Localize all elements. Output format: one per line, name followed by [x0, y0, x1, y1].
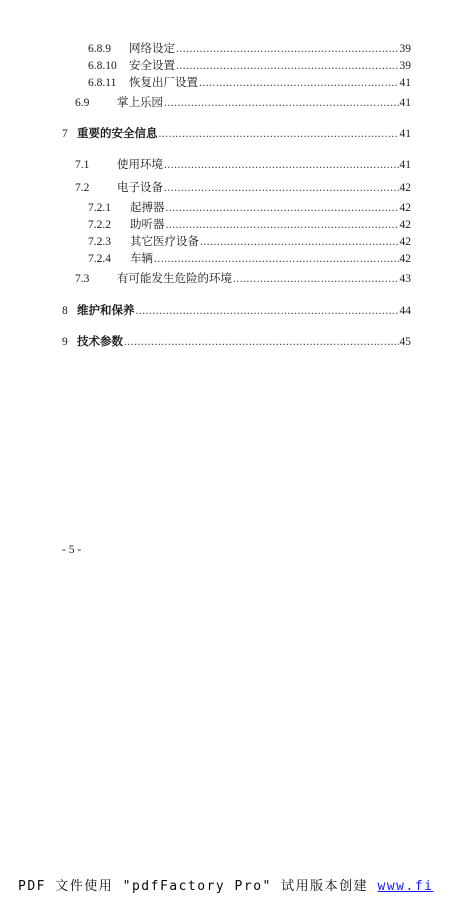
toc-leader-dots [176, 59, 399, 73]
toc-entry-number: 7.2.3 [88, 236, 111, 248]
toc-entry-title: 有可能发生危险的环境 [117, 273, 232, 285]
toc-leader-dots [200, 235, 399, 249]
toc-leader-dots [164, 158, 399, 172]
toc-entry-number: 7.2.2 [88, 219, 111, 231]
toc-entry-page: 41 [399, 97, 411, 109]
toc-leader-dots [159, 127, 399, 141]
toc-leader-dots [124, 335, 399, 349]
toc-leader-dots [164, 96, 399, 110]
toc-entry-page: 45 [399, 336, 411, 348]
toc-entry-number: 7.2.4 [88, 253, 111, 265]
toc-entry-title: 车辆 [130, 253, 153, 265]
toc-entry-page: 42 [399, 219, 411, 231]
toc-entry[interactable] [75, 96, 411, 110]
toc-entry[interactable] [88, 76, 411, 90]
toc-entry[interactable] [62, 335, 411, 349]
toc-leader-dots [199, 76, 399, 90]
toc-entry-page: 43 [399, 273, 411, 285]
toc-entry-number: 9 [62, 336, 68, 348]
toc-entry-title: 助听器 [130, 219, 165, 231]
toc-entry-page: 42 [399, 182, 411, 194]
toc-entry-title: 电子设备 [117, 182, 163, 194]
toc-leader-dots [176, 42, 399, 56]
toc-entry-title: 安全设置 [129, 60, 175, 72]
toc-entry-number: 6.8.9 [88, 43, 111, 55]
toc-entry-page: 41 [399, 159, 411, 171]
toc-entry-page: 42 [399, 253, 411, 265]
toc-entry-title: 维护和保养 [77, 305, 135, 317]
toc-entry-title: 其它医疗设备 [130, 236, 199, 248]
toc-entry-page: 41 [399, 128, 411, 140]
toc-entry-title: 掌上乐园 [117, 97, 163, 109]
toc-entry[interactable] [88, 235, 411, 249]
toc-entry-title: 技术参数 [77, 336, 123, 348]
toc-entry[interactable] [88, 252, 411, 266]
toc-entry-page: 42 [399, 236, 411, 248]
pdf-factory-footer [18, 875, 433, 894]
toc-entry[interactable] [88, 59, 411, 73]
toc-entry-page: 42 [399, 202, 411, 214]
toc-entry-number: 6.9 [75, 97, 90, 109]
toc-entry-number: 6.8.10 [88, 60, 117, 72]
toc-leader-dots [164, 181, 399, 195]
toc-entry-title: 重要的安全信息 [77, 128, 158, 140]
page-number: - 5 - [62, 544, 82, 556]
toc-entry-number: 7.2 [75, 182, 90, 194]
toc-entry-title: 网络设定 [129, 43, 175, 55]
footer-text: PDF 文件使用 "pdfFactory Pro" 试用版本创建 [18, 879, 378, 894]
toc-entry[interactable] [62, 304, 411, 318]
toc-entry[interactable] [88, 201, 411, 215]
toc-entry-page: 39 [399, 60, 411, 72]
toc-entry-number: 7.2.1 [88, 202, 111, 214]
toc-leader-dots [136, 304, 399, 318]
toc-entry-title: 使用环境 [117, 159, 163, 171]
toc-entry-number: 6.8.11 [88, 77, 117, 89]
toc-entry[interactable] [75, 158, 411, 172]
toc-leader-dots [166, 201, 399, 215]
toc-entry[interactable] [88, 42, 411, 56]
toc-leader-dots [154, 252, 399, 266]
toc-entry[interactable] [88, 218, 411, 232]
toc-entry-title: 起搏器 [130, 202, 165, 214]
toc-entry-number: 7.1 [75, 159, 90, 171]
footer-link[interactable]: www.fi [377, 879, 434, 894]
toc-entry-title: 恢复出厂设置 [129, 77, 198, 89]
toc-entry-page: 41 [399, 77, 411, 89]
toc-leader-dots [233, 272, 399, 286]
toc-entry[interactable] [62, 127, 411, 141]
toc-entry-number: 8 [62, 305, 68, 317]
toc-entry[interactable] [75, 272, 411, 286]
toc-entry-page: 44 [399, 305, 411, 317]
toc-entry[interactable] [75, 181, 411, 195]
toc-leader-dots [166, 218, 399, 232]
toc-entry-number: 7.3 [75, 273, 90, 285]
toc-entry-page: 39 [399, 43, 411, 55]
toc-entry-number: 7 [62, 128, 68, 140]
